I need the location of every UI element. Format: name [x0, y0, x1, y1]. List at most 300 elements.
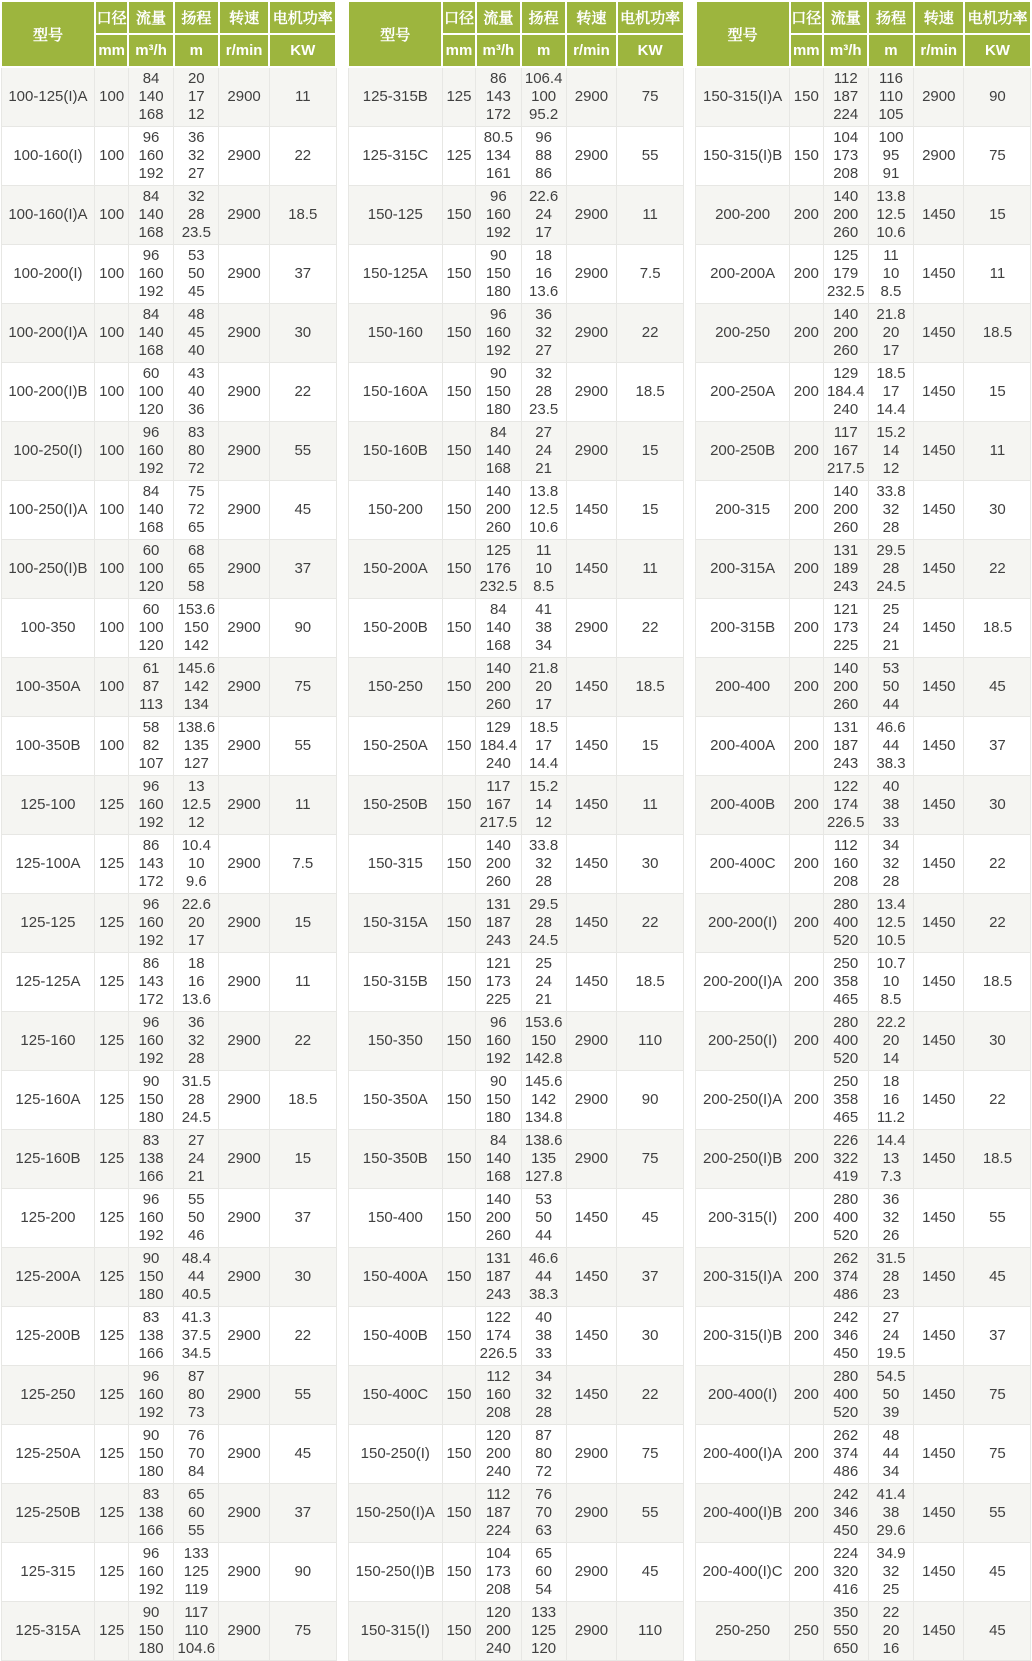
flow-value: 232.5 — [826, 283, 865, 300]
speed-cell: 2900 — [566, 1130, 616, 1189]
flow-value: 280 — [833, 896, 859, 913]
head-value: 145.6 — [177, 660, 216, 677]
model-cell: 100-200(I)A — [1, 304, 95, 363]
table-row — [348, 186, 683, 245]
flow-cell — [823, 1012, 868, 1071]
flow-value: 138 — [138, 1327, 164, 1344]
flow-value: 96 — [142, 1014, 160, 1031]
head-cell — [521, 1071, 566, 1130]
flow-value: 400 — [833, 1032, 859, 1049]
flow-cell — [823, 481, 868, 540]
head-value: 22.6 — [181, 896, 211, 913]
head-value: 24 — [535, 973, 552, 990]
flow-value: 180 — [138, 1463, 164, 1480]
model-cell: 150-400A — [348, 1248, 442, 1307]
flow-value: 129 — [833, 365, 859, 382]
diameter-cell: 100 — [95, 481, 129, 540]
speed-cell: 1450 — [914, 422, 964, 481]
diameter-cell: 200 — [790, 422, 824, 481]
flow-cell — [476, 835, 521, 894]
speed-cell: 1450 — [914, 1484, 964, 1543]
speed-cell: 2900 — [566, 1602, 616, 1661]
flow-value: 96 — [142, 247, 160, 264]
speed-cell: 1450 — [566, 894, 616, 953]
table-row — [348, 481, 683, 540]
diameter-cell: 125 — [95, 1307, 129, 1366]
col-header-power: 电机功率 — [964, 1, 1031, 34]
speed-cell: 2900 — [219, 422, 269, 481]
head-value: 125 — [183, 1563, 209, 1580]
head-cell — [174, 422, 219, 481]
power-cell: 22 — [269, 127, 336, 186]
head-cell — [174, 717, 219, 776]
head-value: 60 — [535, 1563, 552, 1580]
flow-value: 140 — [485, 1150, 511, 1167]
flow-value: 86 — [142, 955, 160, 972]
flow-value: 465 — [833, 1109, 859, 1126]
head-value: 28 — [535, 383, 552, 400]
power-cell: 15 — [964, 186, 1031, 245]
flow-value: 260 — [485, 1227, 511, 1244]
head-cell — [868, 1543, 913, 1602]
flow-value: 192 — [138, 460, 164, 477]
diameter-cell: 150 — [442, 1307, 476, 1366]
flow-value: 134 — [485, 147, 511, 164]
model-cell: 125-200B — [1, 1307, 95, 1366]
flow-value: 224 — [833, 1545, 859, 1562]
flow-cell — [128, 304, 173, 363]
flow-value: 173 — [485, 1563, 511, 1580]
flow-value: 168 — [138, 106, 164, 123]
head-value: 40 — [187, 383, 205, 400]
head-value: 48 — [187, 306, 205, 323]
head-cell — [521, 776, 566, 835]
diameter-cell: 200 — [790, 1248, 824, 1307]
header-row-labels — [1, 1, 336, 34]
flow-value: 86 — [490, 70, 507, 87]
flow-value: 160 — [833, 855, 859, 872]
power-cell: 11 — [617, 540, 684, 599]
col-header-head: 扬程 — [868, 1, 913, 34]
speed-cell: 2900 — [219, 894, 269, 953]
head-value: 12 — [535, 814, 552, 831]
head-value: 22.2 — [876, 1014, 906, 1031]
power-cell: 15 — [269, 894, 336, 953]
table-row — [1, 1012, 336, 1071]
flow-value: 419 — [833, 1168, 859, 1185]
flow-cell — [476, 1012, 521, 1071]
flow-value: 168 — [485, 460, 511, 477]
flow-value: 150 — [138, 1091, 164, 1108]
diameter-cell: 150 — [442, 1189, 476, 1248]
model-cell: 200-315(I)B — [696, 1307, 790, 1366]
speed-cell: 2900 — [566, 186, 616, 245]
flow-cell — [823, 1484, 868, 1543]
head-cell — [521, 67, 566, 127]
head-value: 25 — [882, 601, 900, 618]
power-cell: 45 — [964, 1602, 1031, 1661]
model-cell: 200-315(I) — [696, 1189, 790, 1248]
flow-value: 187 — [485, 914, 511, 931]
speed-cell: 1450 — [914, 1366, 964, 1425]
table-row — [696, 1543, 1031, 1602]
flow-value: 125 — [485, 542, 511, 559]
model-cell: 100-125(I)A — [1, 67, 95, 127]
flow-value: 84 — [490, 1132, 507, 1149]
model-cell: 150-315(I) — [348, 1602, 442, 1661]
speed-cell: 2900 — [566, 1484, 616, 1543]
diameter-cell: 150 — [442, 953, 476, 1012]
head-value: 28 — [187, 206, 205, 223]
table-row — [696, 304, 1031, 363]
flow-value: 168 — [138, 224, 164, 241]
power-cell: 22 — [269, 1012, 336, 1071]
model-cell: 150-160A — [348, 363, 442, 422]
head-value: 38 — [882, 1504, 900, 1521]
head-value: 32 — [187, 147, 205, 164]
speed-cell: 2900 — [219, 835, 269, 894]
power-cell: 75 — [617, 67, 684, 127]
head-value: 28 — [535, 1404, 552, 1421]
head-value: 17 — [882, 342, 900, 359]
model-cell: 150-250(I)A — [348, 1484, 442, 1543]
head-value: 15.2 — [876, 424, 906, 441]
flow-value: 322 — [833, 1150, 859, 1167]
head-cell — [521, 953, 566, 1012]
diameter-cell: 200 — [790, 363, 824, 422]
head-value: 135 — [531, 1150, 557, 1167]
speed-cell: 1450 — [914, 304, 964, 363]
flow-cell — [476, 67, 521, 127]
head-value: 14.4 — [876, 401, 906, 418]
table-row — [696, 422, 1031, 481]
flow-value: 140 — [833, 660, 859, 677]
model-cell: 200-315A — [696, 540, 790, 599]
head-value: 10 — [882, 973, 900, 990]
head-value: 32 — [882, 1563, 900, 1580]
model-cell: 150-250(I)B — [348, 1543, 442, 1602]
speed-cell: 2900 — [219, 1543, 269, 1602]
head-value: 36 — [187, 129, 205, 146]
flow-value: 83 — [142, 1132, 160, 1149]
flow-value: 160 — [138, 1386, 164, 1403]
head-value: 65 — [187, 519, 205, 536]
head-value: 87 — [535, 1427, 552, 1444]
head-cell — [174, 1602, 219, 1661]
flow-cell — [476, 1130, 521, 1189]
head-cell — [174, 540, 219, 599]
head-value: 10.4 — [181, 837, 211, 854]
flow-cell — [128, 422, 173, 481]
diameter-cell: 150 — [442, 186, 476, 245]
head-cell — [174, 953, 219, 1012]
head-value: 17 — [882, 383, 900, 400]
flow-value: 243 — [833, 755, 859, 772]
power-cell: 55 — [617, 127, 684, 186]
flow-value: 200 — [833, 206, 859, 223]
flow-cell — [128, 599, 173, 658]
power-cell: 55 — [269, 717, 336, 776]
table-row — [1, 1248, 336, 1307]
speed-cell: 2900 — [566, 304, 616, 363]
model-cell: 200-250 — [696, 304, 790, 363]
power-cell: 30 — [964, 481, 1031, 540]
table-row — [1, 1484, 336, 1543]
flow-value: 90 — [142, 1427, 160, 1444]
flow-value: 140 — [833, 306, 859, 323]
model-cell: 200-400C — [696, 835, 790, 894]
diameter-cell: 150 — [442, 1366, 476, 1425]
flow-value: 112 — [486, 1486, 511, 1503]
flow-value: 465 — [833, 991, 859, 1008]
head-cell — [174, 127, 219, 186]
power-cell: 22 — [964, 540, 1031, 599]
head-value: 46.6 — [876, 719, 906, 736]
head-value: 18.5 — [876, 365, 906, 382]
power-cell: 45 — [617, 1543, 684, 1602]
head-cell — [521, 1130, 566, 1189]
diameter-cell: 125 — [95, 1012, 129, 1071]
diameter-cell: 100 — [95, 658, 129, 717]
table-row — [696, 540, 1031, 599]
head-value: 120 — [531, 1640, 557, 1657]
diameter-cell: 125 — [95, 1248, 129, 1307]
head-value: 10.7 — [876, 955, 906, 972]
table-row — [696, 894, 1031, 953]
flow-cell — [476, 717, 521, 776]
flow-cell — [823, 422, 868, 481]
diameter-cell: 150 — [442, 835, 476, 894]
head-cell — [174, 658, 219, 717]
flow-value: 200 — [485, 1209, 511, 1226]
head-cell — [868, 1307, 913, 1366]
flow-value: 150 — [138, 1622, 164, 1639]
table-row — [348, 1189, 683, 1248]
diameter-cell: 200 — [790, 717, 824, 776]
power-cell: 15 — [617, 422, 684, 481]
flow-value: 143 — [138, 855, 164, 872]
head-value: 10 — [535, 560, 552, 577]
head-value: 88 — [535, 147, 552, 164]
flow-value: 112 — [833, 70, 858, 87]
head-cell — [868, 67, 913, 127]
model-cell: 150-125 — [348, 186, 442, 245]
model-cell: 150-400B — [348, 1307, 442, 1366]
head-value: 21 — [535, 991, 552, 1008]
flow-value: 192 — [138, 1404, 164, 1421]
head-value: 142 — [531, 1091, 557, 1108]
diameter-cell: 200 — [790, 186, 824, 245]
power-cell: 7.5 — [617, 245, 684, 304]
flow-cell — [476, 599, 521, 658]
table-row — [696, 481, 1031, 540]
pump-table-1 — [0, 0, 337, 1661]
head-cell — [174, 1543, 219, 1602]
speed-cell: 1450 — [914, 1307, 964, 1366]
head-value: 142 — [183, 678, 209, 695]
model-cell: 200-250A — [696, 363, 790, 422]
power-cell: 11 — [269, 953, 336, 1012]
head-value: 7.3 — [880, 1168, 902, 1185]
head-value: 33.8 — [876, 483, 906, 500]
diameter-cell: 200 — [790, 599, 824, 658]
flow-cell — [476, 127, 521, 186]
flow-value: 160 — [485, 324, 511, 341]
power-cell: 55 — [617, 1484, 684, 1543]
flow-value: 240 — [485, 1640, 511, 1657]
flow-value: 90 — [490, 1073, 507, 1090]
flow-value: 96 — [142, 1191, 160, 1208]
flow-value: 117 — [833, 424, 858, 441]
flow-value: 260 — [833, 224, 859, 241]
flow-cell — [476, 481, 521, 540]
flow-value: 184.4 — [479, 737, 518, 754]
head-value: 32 — [535, 365, 552, 382]
diameter-cell: 125 — [442, 67, 476, 127]
unit-header-power: KW — [269, 34, 336, 67]
table-row — [696, 1307, 1031, 1366]
model-cell: 100-350A — [1, 658, 95, 717]
head-value: 72 — [187, 460, 205, 477]
model-cell: 125-160A — [1, 1071, 95, 1130]
table-row — [1, 67, 336, 127]
head-value: 96 — [535, 129, 552, 146]
head-value: 83 — [187, 424, 205, 441]
head-value: 13 — [882, 1150, 900, 1167]
head-cell — [174, 304, 219, 363]
head-value: 63 — [535, 1522, 552, 1539]
head-value: 10 — [187, 855, 205, 872]
head-value: 60 — [187, 1504, 205, 1521]
speed-cell: 1450 — [914, 1130, 964, 1189]
model-cell: 125-315 — [1, 1543, 95, 1602]
head-value: 91 — [882, 165, 900, 182]
head-value: 134.8 — [524, 1109, 563, 1126]
speed-cell: 1450 — [566, 1248, 616, 1307]
col-header-model: 型号 — [696, 1, 790, 67]
table-row — [348, 1012, 683, 1071]
flow-value: 192 — [138, 932, 164, 949]
speed-cell: 1450 — [914, 717, 964, 776]
head-value: 23.5 — [529, 401, 559, 418]
diameter-cell: 200 — [790, 1425, 824, 1484]
flow-value: 242 — [833, 1309, 859, 1326]
head-cell — [868, 776, 913, 835]
flow-value: 260 — [833, 519, 859, 536]
power-cell: 75 — [964, 127, 1031, 186]
table-row — [1, 776, 336, 835]
flow-cell — [128, 894, 173, 953]
flow-value: 200 — [485, 501, 511, 518]
head-cell — [174, 245, 219, 304]
flow-value: 208 — [485, 1404, 511, 1421]
head-value: 29.6 — [876, 1522, 906, 1539]
head-value: 54.5 — [876, 1368, 906, 1385]
flow-value: 243 — [485, 1286, 511, 1303]
flow-value: 113 — [139, 696, 164, 713]
model-cell: 150-200B — [348, 599, 442, 658]
flow-value: 520 — [833, 1050, 859, 1067]
head-value: 17 — [535, 737, 552, 754]
model-cell: 125-250 — [1, 1366, 95, 1425]
flow-value: 131 — [485, 1250, 511, 1267]
diameter-cell: 125 — [95, 1366, 129, 1425]
head-value: 133 — [183, 1545, 209, 1562]
flow-value: 243 — [485, 932, 511, 949]
flow-value: 140 — [138, 501, 164, 518]
power-cell: 75 — [617, 1130, 684, 1189]
head-value: 65 — [187, 1486, 205, 1503]
speed-cell: 1450 — [914, 540, 964, 599]
head-value: 8.5 — [880, 991, 902, 1008]
diameter-cell: 125 — [95, 1602, 129, 1661]
head-value: 13.6 — [529, 283, 559, 300]
table-row — [696, 1071, 1031, 1130]
col-header-model: 型号 — [348, 1, 442, 67]
speed-cell: 2900 — [219, 363, 269, 422]
flow-value: 520 — [833, 1404, 859, 1421]
table-row — [348, 1602, 683, 1661]
flow-value: 217.5 — [479, 814, 518, 831]
flow-value: 120 — [485, 1427, 511, 1444]
unit-header-power: KW — [964, 34, 1031, 67]
head-value: 127 — [183, 755, 209, 772]
speed-cell: 2900 — [566, 1012, 616, 1071]
unit-header-flow: m³/h — [476, 34, 521, 67]
head-cell — [868, 481, 913, 540]
diameter-cell: 150 — [442, 776, 476, 835]
head-value: 44 — [882, 1445, 900, 1462]
col-header-head: 扬程 — [174, 1, 219, 34]
flow-value: 166 — [138, 1345, 164, 1362]
head-value: 12 — [187, 814, 205, 831]
head-value: 135 — [183, 737, 209, 754]
diameter-cell: 200 — [790, 540, 824, 599]
model-cell: 150-350B — [348, 1130, 442, 1189]
flow-value: 160 — [138, 265, 164, 282]
diameter-cell: 125 — [95, 1484, 129, 1543]
head-value: 21.8 — [876, 306, 906, 323]
flow-value: 90 — [490, 247, 507, 264]
head-value: 15.2 — [529, 778, 559, 795]
head-value: 86 — [535, 165, 552, 182]
flow-value: 174 — [485, 1327, 511, 1344]
power-cell: 45 — [964, 1543, 1031, 1602]
head-value: 44 — [535, 1227, 552, 1244]
head-cell — [521, 1602, 566, 1661]
power-cell: 11 — [617, 776, 684, 835]
flow-value: 61 — [142, 660, 160, 677]
model-cell: 125-160B — [1, 1130, 95, 1189]
flow-value: 140 — [485, 837, 511, 854]
head-value: 34 — [882, 1463, 900, 1480]
table-row — [696, 363, 1031, 422]
diameter-cell: 200 — [790, 304, 824, 363]
flow-value: 550 — [833, 1622, 859, 1639]
flow-value: 520 — [833, 932, 859, 949]
flow-value: 192 — [138, 165, 164, 182]
head-cell — [521, 245, 566, 304]
flow-cell — [128, 1543, 173, 1602]
head-value: 44 — [882, 696, 900, 713]
diameter-cell: 125 — [95, 835, 129, 894]
table-row — [1, 599, 336, 658]
model-cell: 200-400A — [696, 717, 790, 776]
head-cell — [521, 422, 566, 481]
flow-value: 96 — [490, 306, 507, 323]
flow-cell — [128, 127, 173, 186]
head-cell — [868, 245, 913, 304]
